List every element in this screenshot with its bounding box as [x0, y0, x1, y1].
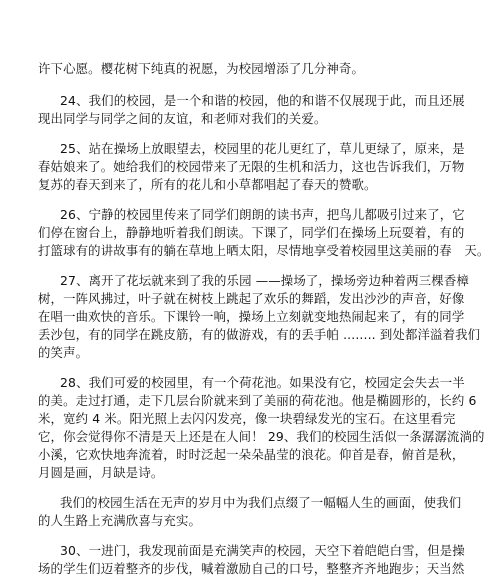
text-line: 复苏的春天到来了，所有的花儿和小草都唱起了春天的赞歌。 — [38, 177, 377, 192]
text-line: 24、我们的校园，是一个和谐的校园，他的和谐不仅展现于此，而且还展 — [60, 93, 465, 108]
text-line: 春姑娘来了。她给我们的校园带来了无限的生机和活力，这也告诉我们，万物 — [38, 159, 465, 174]
text-line: 26、宁静的校园里传来了同学们朗朗的读书声，把鸟儿都吸引过来了，它 — [60, 207, 465, 222]
text-line: 的美。走过打通，走下几层台阶就来到了美丽的荷花池。他是椭圆形的，长约 6 — [38, 393, 477, 408]
text-line: 小溪，它欢快地奔流着，时时泛起一朵朵晶莹的浪花。仰首是春，俯首是秋， — [38, 447, 465, 462]
text-line: 现出同学与同学之间的友谊，和老师对我们的关爱。 — [38, 111, 327, 126]
text-line: 的笑声。 — [38, 345, 89, 360]
text-line: 在唱一曲欢快的音乐。下课铃一响，操场上立刻就变地热闹起来了，有的同学 — [38, 309, 465, 324]
text-line: 28、我们可爱的校园里，有一个荷花池。如果没有它，校园定会失去一半 — [60, 375, 465, 390]
text-line: 打篮球有的讲故事有的躺在草地上晒太阳，尽情地享受着校园里这美丽的春 天。 — [38, 243, 490, 258]
text-line: 树，一阵风拂过，叶子就在树枝上跳起了欢乐的舞蹈，发出沙沙的声音，好像 — [38, 291, 465, 306]
text-line: 30、一进门，我发现前面是充满笑声的校园，天空下着皑皑白雪，但是操 — [60, 543, 465, 558]
text-line: 它，你会觉得你不清是天上还是在人间！ 29、我们的校园生活似一条潺潺流淌的 — [38, 429, 485, 444]
text-line: 丢沙包，有的同学在跳皮筋，有的做游戏，有的丢手帕 ........ 到处都洋溢着我们 — [38, 327, 481, 342]
text-line: 场的学生们迈着整齐的步伐，喊着激励自己的口号，整整齐齐地跑步；天当然 — [38, 561, 465, 576]
text-line: 27、离开了花坛就来到了我的乐园 ——操场了，操场旁边种着两三棵香樟 — [60, 273, 469, 288]
text-line: 米，宽约 4 米。阳光照上去闪闪发亮，像一块碧绿发光的宝石。在这里看完 — [38, 411, 456, 426]
text-line: 的人生路上充满欣喜与充实。 — [38, 513, 202, 528]
text-line: 许下心愿。樱花树下纯真的祝愿，为校园增添了几分神奇。 — [38, 61, 365, 76]
text-line: 25、站在操场上放眼望去，校园里的花儿更红了，草儿更绿了，原来，是 — [60, 141, 465, 156]
text-line: 月圆是画，月缺是诗。 — [38, 465, 164, 480]
text-line: 我们的校园生活在无声的岁月中为我们点缀了一幅幅人生的画面，使我们 — [60, 495, 462, 510]
text-line: 们停在窗台上，静静地听着我们朗读。下课了，同学们在操场上玩耍着，有的 — [38, 225, 465, 240]
